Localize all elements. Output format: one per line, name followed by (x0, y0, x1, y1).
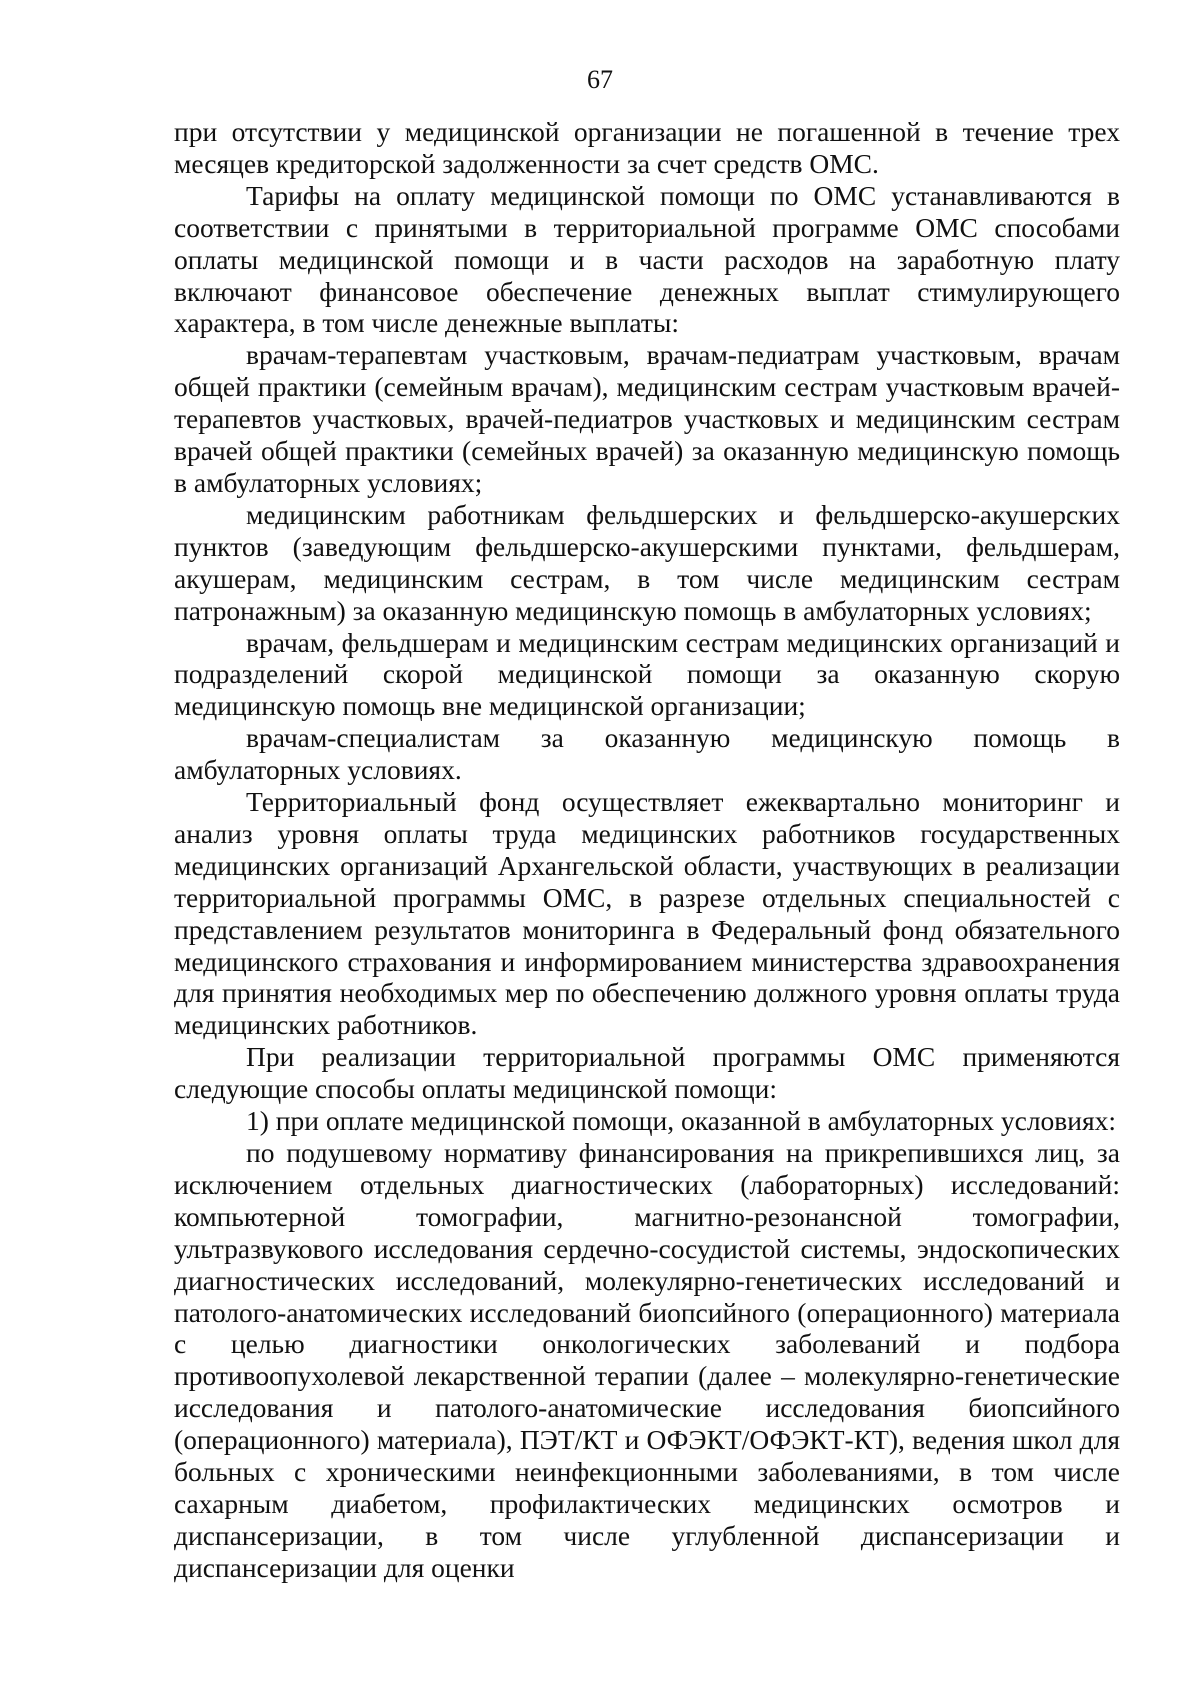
paragraph-continuation: при отсутствии у медицинской организации не погашенной в течение трех месяцев кредиторской задолженности за счет средств ОМС. (174, 116, 1120, 179)
paragraph-therapists: врачам-терапевтам участковым, врачам-педиатрам участковым, врачам общей практики (семейным врачам), медицинским сестрам участковым врачей-терапевтов участковых, врачей-педиатров участковых и медицинским сестрам врачей общей практики (семейных врачей) за оказанную медицинскую помощь в амбулаторных условиях; (174, 339, 1120, 498)
paragraph-ambulance-staff: врачам, фельдшерам и медицинским сестрам медицинских организаций и подразделений скорой медицинской помощи за оказанную скорую медицинскую помощь вне медицинской организации; (174, 626, 1120, 722)
paragraph-specialists: врачам-специалистам за оказанную медицинскую помощь в амбулаторных условиях. (174, 722, 1120, 786)
page-number: 67 (587, 65, 613, 94)
paragraph-per-capita: по подушевому нормативу финансирования на прикрепившихся лиц, за исключением отдельных диагностических (лабораторных) исследований: компьютерной томографии, магнитно-резонансной томографии, ультразвукового исследования сердечно-сосудистой системы, эндоскопических диагностических исследований, молекулярно-генетических исследований и патолого-анатомических исследований биопсийного (операционного) материала с целью диагностики онкологических заболеваний и подбора противоопухолевой лекарственной терапии (далее – молекулярно-генетические исследования и патолого-анатомические исследования биопсийного (операционного) материала), ПЭТ/КТ и ОФЭКТ/ОФЭКТ-КТ), ведения школ для больных с хроническими неинфекционными заболеваниями, в том числе сахарным диабетом, профилактических медицинских осмотров и диспансеризации, в том числе углубленной диспансеризации и диспансеризации для оценки (174, 1137, 1120, 1583)
document-body (174, 116, 1120, 1584)
paragraph-tariffs: Тарифы на оплату медицинской помощи по ОМС устанавливаются в соответствии с принятыми в территориальной программе ОМС способами оплаты медицинской помощи и в части расходов на заработную плату включают финансовое обеспечение денежных выплат стимулирующего характера, в том числе денежные выплаты: (174, 179, 1120, 339)
paragraph-monitoring: Территориальный фонд осуществляет ежеквартально мониторинг и анализ уровня оплаты труда медицинских работников государственных медицинских организаций Архангельской области, участвующих в реализации территориальной программы ОМС, в разрезе отдельных специальностей с представлением результатов мониторинга в Федеральный фонд обязательного медицинского страхования и информированием министерства здравоохранения для принятия необходимых мер по обеспечению должного уровня оплаты труда медицинских работников. (174, 786, 1120, 1041)
paragraph-outpatient-item: 1) при оплате медицинской помощи, оказанной в амбулаторных условиях: (246, 1105, 1117, 1137)
paragraph-payment-methods: При реализации территориальной программы ОМС применяются следующие способы оплаты медицинской помощи: (174, 1041, 1120, 1105)
paragraph-feldsher-workers: медицинским работникам фельдшерских и фельдшерско-акушерских пунктов (заведующим фельдшерско-акушерскими пунктами, фельдшерам, акушерам, медицинским сестрам, в том числе медицинским сестрам патронажным) за оказанную медицинскую помощь в амбулаторных условиях; (174, 498, 1120, 626)
